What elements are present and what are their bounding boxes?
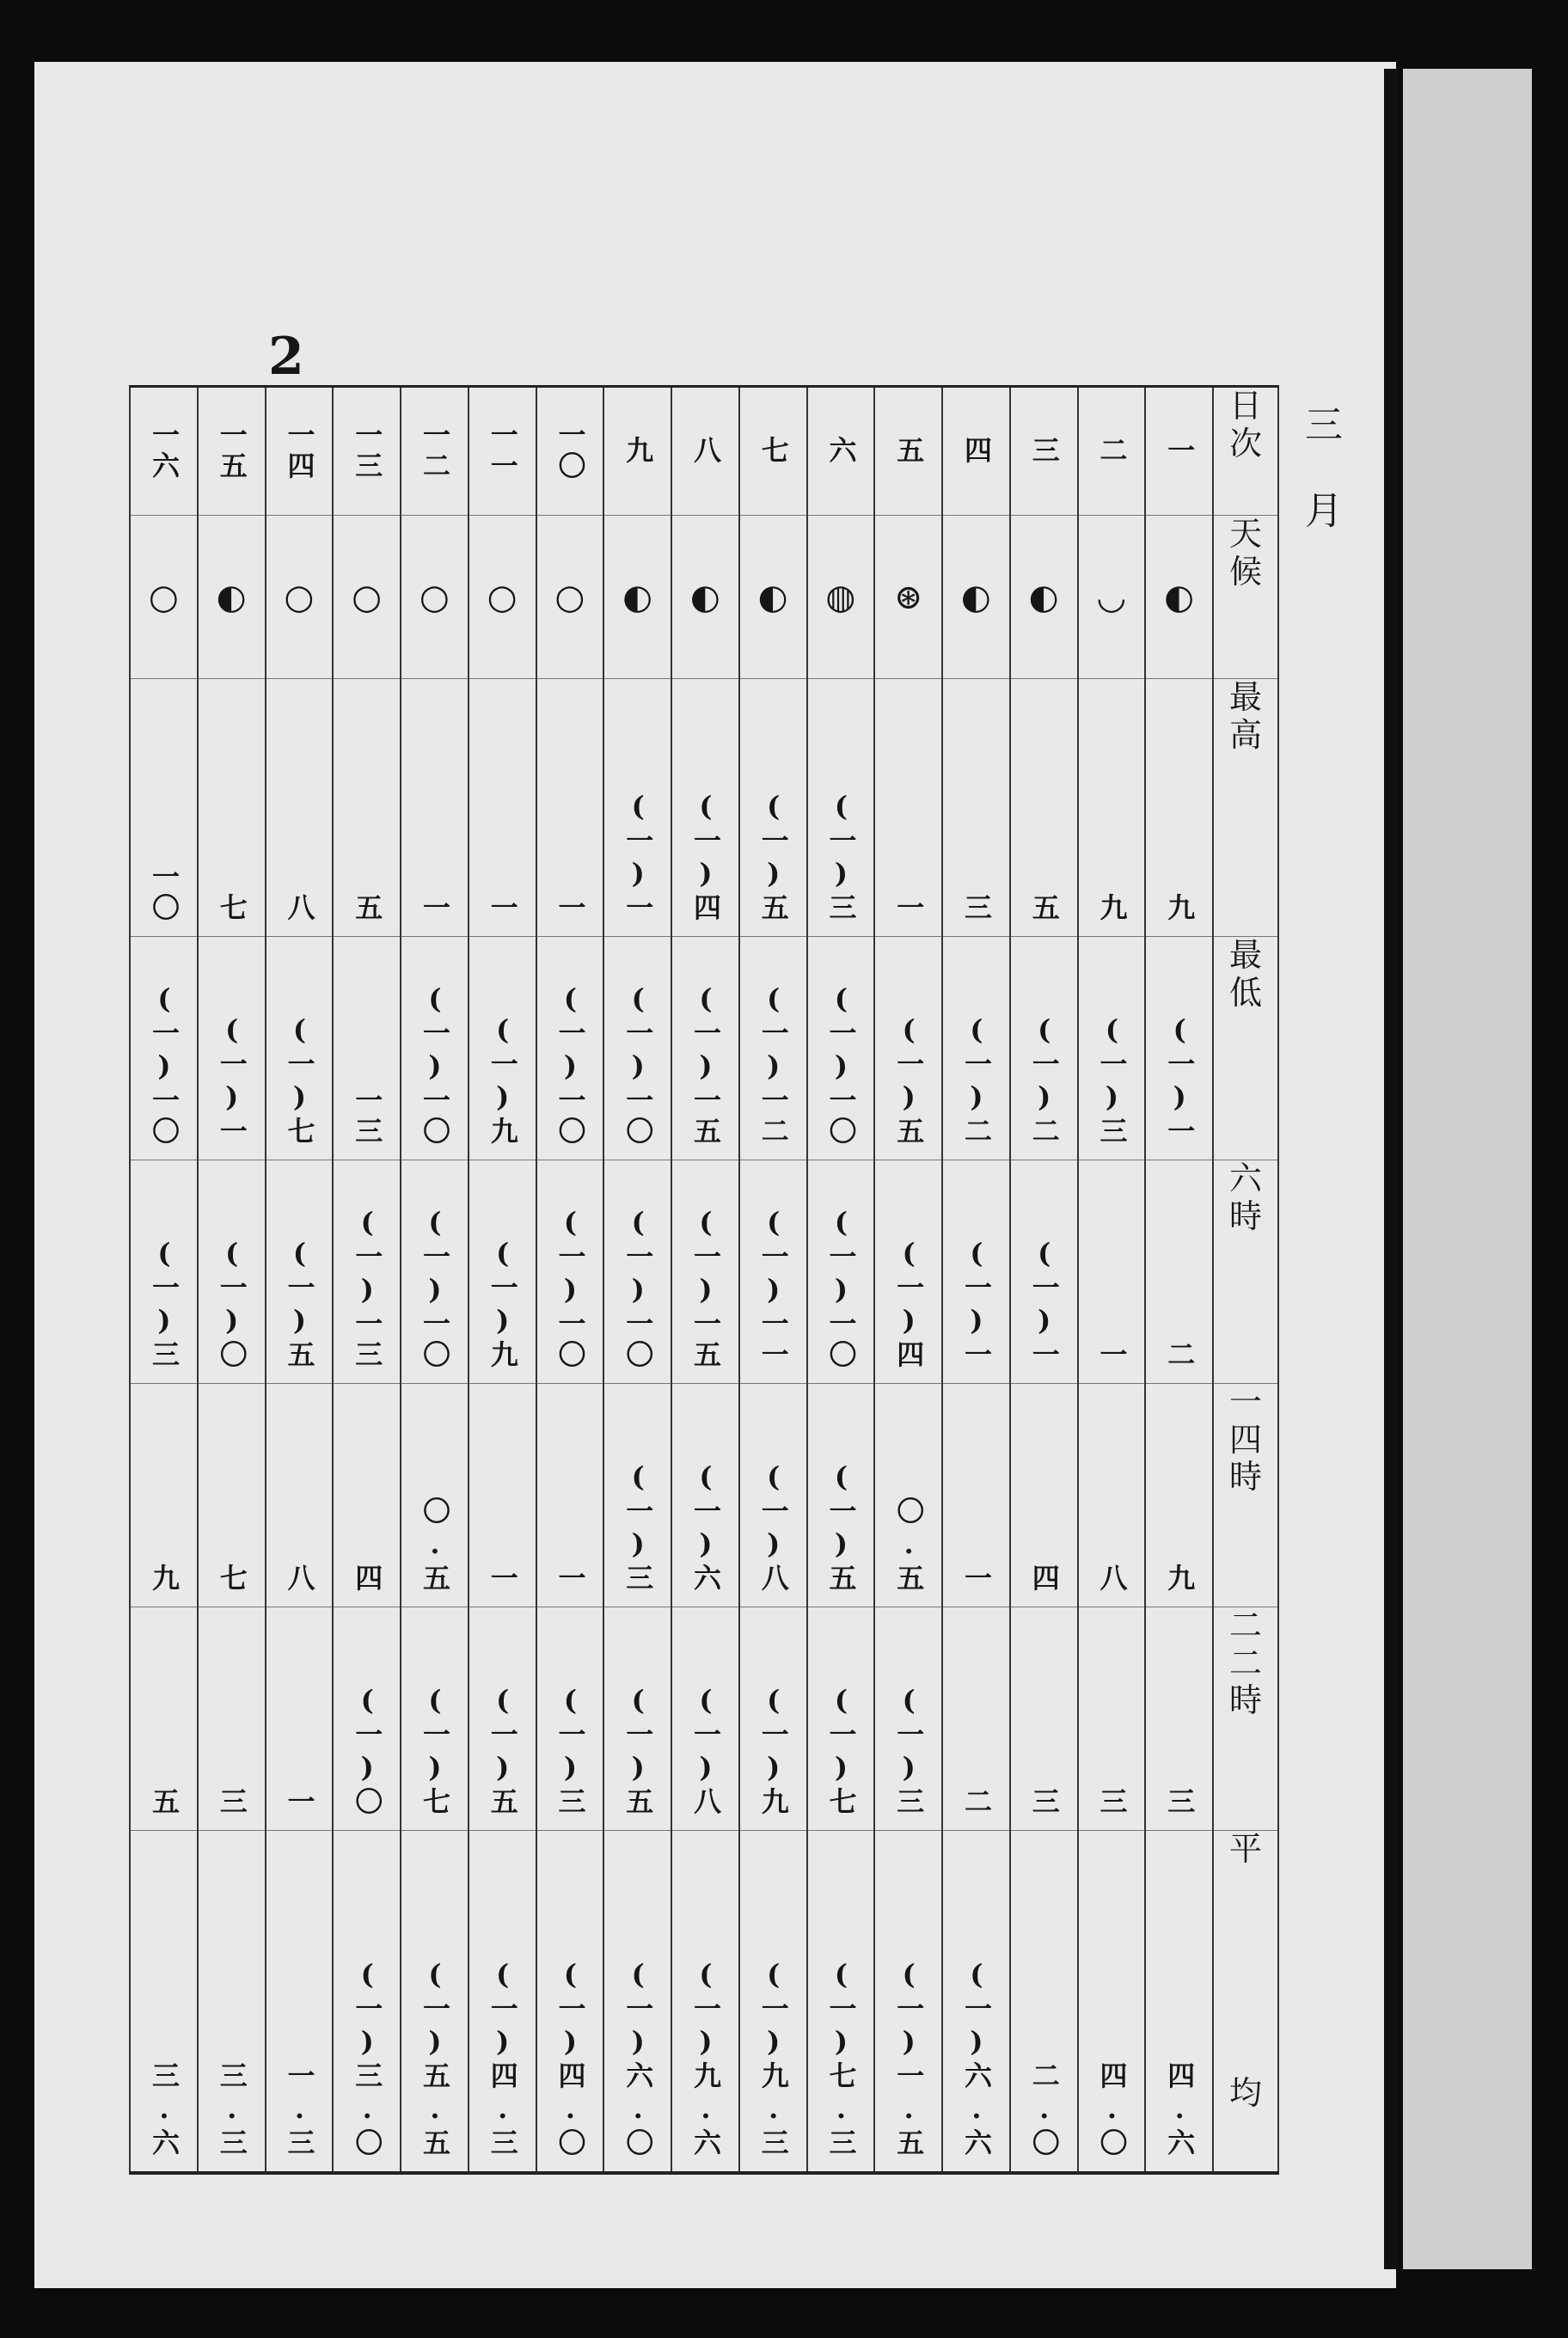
row-header-char: 四 <box>1228 1420 1262 1459</box>
cell-weather-day-8 <box>671 516 739 679</box>
cell-value: 六 <box>824 436 858 467</box>
cell-max-day-9 <box>603 679 671 937</box>
cell-value: (一)七 <box>418 1684 451 1818</box>
cell-value: (一)一〇 <box>622 982 655 1148</box>
cell-max-day-14 <box>266 679 334 937</box>
cell-six-day-13 <box>333 1160 401 1384</box>
cell-value: 一 <box>486 1564 519 1594</box>
cell-value: 三 <box>1095 1787 1129 1818</box>
weather-symbol-icon: ○ <box>419 577 450 617</box>
row-header-mean <box>1213 1831 1278 2173</box>
cell-value: 三.三 <box>215 2060 248 2159</box>
weather-symbol-icon: ○ <box>284 577 315 617</box>
cell-max-day-16 <box>130 679 198 937</box>
cell-six-day-3 <box>1010 1160 1078 1384</box>
cell-twentytwo-day-7 <box>739 1607 807 1831</box>
adjacent-page-edge <box>1403 69 1532 2269</box>
cell-max-day-5 <box>874 679 942 937</box>
cell-day-day-11 <box>469 387 536 516</box>
cell-day-day-8 <box>671 387 739 516</box>
cell-value: (一)一 <box>622 790 655 924</box>
cell-value: (一)五 <box>622 1684 655 1818</box>
cell-value: (一)二 <box>1027 1013 1061 1148</box>
cell-mean-day-8 <box>671 1831 739 2173</box>
cell-max-day-13 <box>333 679 401 937</box>
cell-value: (一)九 <box>756 1684 790 1818</box>
cell-value: 一六 <box>147 420 181 482</box>
weather-symbol-icon: ○ <box>554 577 585 617</box>
row-header-char: 高 <box>1228 715 1262 754</box>
cell-mean-day-9 <box>603 1831 671 2173</box>
cell-value: (一)九 <box>486 1237 519 1371</box>
cell-value: 一三 <box>351 1086 384 1148</box>
cell-min-day-10 <box>536 937 604 1160</box>
page-mark: 2 <box>268 327 304 387</box>
row-header-char: 候 <box>1228 552 1262 591</box>
cell-value: 一 <box>1095 1340 1129 1371</box>
cell-value: 八 <box>689 436 722 467</box>
cell-value: (一)四.〇 <box>554 1957 587 2159</box>
row-header-char: 平 <box>1228 1830 1262 1868</box>
row-header-weather <box>1213 516 1278 679</box>
cell-min-day-9 <box>603 937 671 1160</box>
row-header-char: 均 <box>1228 2073 1262 2112</box>
cell-day-day-7 <box>739 387 807 516</box>
cell-fourteen-day-10 <box>536 1384 604 1607</box>
cell-value: (一)一 <box>1027 1237 1061 1371</box>
cell-min-day-4 <box>942 937 1010 1160</box>
row-header-char: 時 <box>1228 1681 1262 1720</box>
cell-twentytwo-day-3 <box>1010 1607 1078 1831</box>
cell-min-day-14 <box>266 937 334 1160</box>
cell-six-day-12 <box>401 1160 469 1384</box>
cell-max-day-4 <box>942 679 1010 937</box>
row-header-char: 時 <box>1228 1458 1262 1496</box>
cell-mean-day-1 <box>1145 1831 1213 2173</box>
cell-day-day-6 <box>807 387 875 516</box>
cell-twentytwo-day-14 <box>266 1607 334 1831</box>
cell-value: (一)一五 <box>689 982 722 1148</box>
cell-mean-day-14 <box>266 1831 334 2173</box>
cell-fourteen-day-1 <box>1145 1384 1213 1607</box>
cell-value: (一)八 <box>756 1460 790 1594</box>
cell-value: (一)一 <box>1163 1013 1197 1148</box>
cell-value: 一一 <box>486 420 519 482</box>
cell-weather-day-14 <box>266 516 334 679</box>
weather-symbol-icon: ◐ <box>1028 577 1059 617</box>
cell-fourteen-day-7 <box>739 1384 807 1607</box>
cell-mean-day-6 <box>807 1831 875 2173</box>
cell-value: (一)一〇 <box>418 1206 451 1371</box>
cell-six-day-4 <box>942 1160 1010 1384</box>
cell-value: (一)四 <box>689 790 722 924</box>
cell-day-day-10 <box>536 387 604 516</box>
cell-value: (一)九 <box>486 1013 519 1148</box>
cell-six-day-6 <box>807 1160 875 1384</box>
cell-min-day-8 <box>671 937 739 1160</box>
cell-day-day-16 <box>130 387 198 516</box>
month-label: 三 月 <box>1305 403 1343 533</box>
cell-value: 七 <box>756 436 790 467</box>
cell-day-day-12 <box>401 387 469 516</box>
row-min <box>130 937 1278 1160</box>
cell-value: 四 <box>351 1564 384 1594</box>
cell-max-day-11 <box>469 679 536 937</box>
cell-value: (一)一〇 <box>622 1206 655 1371</box>
cell-weather-day-1 <box>1145 516 1213 679</box>
cell-value: 〇.五 <box>418 1496 451 1594</box>
cell-max-day-6 <box>807 679 875 937</box>
cell-value: (一)一〇 <box>824 1206 858 1371</box>
cell-value: 五 <box>1027 893 1061 924</box>
cell-weather-day-11 <box>469 516 536 679</box>
cell-weather-day-3 <box>1010 516 1078 679</box>
cell-fourteen-day-15 <box>198 1384 266 1607</box>
cell-min-day-2 <box>1078 937 1146 1160</box>
cell-twentytwo-day-5 <box>874 1607 942 1831</box>
cell-min-day-7 <box>739 937 807 1160</box>
cell-day-day-14 <box>266 387 334 516</box>
cell-weather-day-5 <box>874 516 942 679</box>
cell-value: 一 <box>554 1564 587 1594</box>
cell-value: 八 <box>283 1564 316 1594</box>
cell-day-day-9 <box>603 387 671 516</box>
cell-value: (一)七 <box>283 1013 316 1148</box>
cell-value: (一)一三 <box>351 1206 384 1371</box>
cell-weather-day-10 <box>536 516 604 679</box>
cell-value: 一五 <box>215 420 248 482</box>
cell-mean-day-16 <box>130 1831 198 2173</box>
cell-max-day-15 <box>198 679 266 937</box>
cell-mean-day-12 <box>401 1831 469 2173</box>
cell-value: 九 <box>1163 1564 1197 1594</box>
cell-min-day-1 <box>1145 937 1213 1160</box>
cell-value: 一 <box>418 893 451 924</box>
cell-value: (一)一〇 <box>824 982 858 1148</box>
cell-value: (一)三.〇 <box>351 1957 384 2159</box>
row-header-twentytwo <box>1213 1607 1278 1831</box>
cell-value: (一)三 <box>1095 1013 1129 1148</box>
row-header-char: 六 <box>1228 1160 1262 1197</box>
cell-value: (一)一〇 <box>554 982 587 1148</box>
cell-day-day-3 <box>1010 387 1078 516</box>
cell-six-day-11 <box>469 1160 536 1384</box>
cell-twentytwo-day-2 <box>1078 1607 1146 1831</box>
cell-value: 四 <box>1027 1564 1061 1594</box>
weather-symbol-icon: ◐ <box>216 577 247 617</box>
cell-six-day-8 <box>671 1160 739 1384</box>
cell-value: 二 <box>959 1787 993 1818</box>
cell-value: (一)九.六 <box>689 1957 722 2159</box>
cell-value: (一)三 <box>892 1684 926 1818</box>
cell-weather-day-2 <box>1078 516 1146 679</box>
cell-value: (一)一 <box>215 1013 248 1148</box>
cell-max-day-7 <box>739 679 807 937</box>
row-header-char: 次 <box>1228 424 1262 462</box>
weather-symbol-icon: ◍ <box>825 577 856 617</box>
row-header-char: 一 <box>1228 1383 1262 1421</box>
cell-mean-day-4 <box>942 1831 1010 2173</box>
cell-min-day-6 <box>807 937 875 1160</box>
cell-value: 一 <box>892 893 926 924</box>
cell-day-day-4 <box>942 387 1010 516</box>
cell-value: 二.〇 <box>1027 2060 1061 2159</box>
cell-value: (一)三 <box>147 1237 181 1371</box>
cell-value: (一)二 <box>959 1013 993 1148</box>
cell-value: (一)〇 <box>351 1684 384 1818</box>
cell-value: 二 <box>1163 1340 1197 1371</box>
cell-six-day-10 <box>536 1160 604 1384</box>
cell-value: 一二 <box>418 420 451 482</box>
row-header-char: 最 <box>1228 936 1262 974</box>
cell-value: 一三 <box>351 420 384 482</box>
row-header-fourteen <box>1213 1384 1278 1607</box>
cell-value: 一.三 <box>283 2060 316 2159</box>
weather-symbol-icon: ◡ <box>1096 577 1127 617</box>
row-day <box>130 387 1278 516</box>
cell-mean-day-2 <box>1078 1831 1146 2173</box>
row-max <box>130 679 1278 937</box>
cell-mean-day-3 <box>1010 1831 1078 2173</box>
row-header-char: 低 <box>1228 973 1262 1012</box>
cell-min-day-5 <box>874 937 942 1160</box>
cell-max-day-8 <box>671 679 739 937</box>
weather-symbol-icon: ◐ <box>622 577 653 617</box>
cell-fourteen-day-8 <box>671 1384 739 1607</box>
cell-value: (一)一五 <box>689 1206 722 1371</box>
cell-value: 三 <box>215 1787 248 1818</box>
row-twentytwo <box>130 1607 1278 1831</box>
cell-value: 三 <box>1027 436 1061 467</box>
cell-value: (一)一一 <box>756 1206 790 1371</box>
cell-mean-day-11 <box>469 1831 536 2173</box>
cell-fourteen-day-9 <box>603 1384 671 1607</box>
cell-value: (一)三 <box>554 1684 587 1818</box>
cell-value: 一〇 <box>147 862 181 924</box>
cell-min-day-15 <box>198 937 266 1160</box>
cell-twentytwo-day-8 <box>671 1607 739 1831</box>
cell-value: 一四 <box>283 420 316 482</box>
cell-value: (一)六.六 <box>959 1957 993 2159</box>
cell-day-day-2 <box>1078 387 1146 516</box>
cell-value: 一 <box>486 893 519 924</box>
row-header-char: 二 <box>1228 1643 1262 1682</box>
cell-value: 八 <box>283 893 316 924</box>
cell-twentytwo-day-1 <box>1145 1607 1213 1831</box>
cell-value: (一)八 <box>689 1684 722 1818</box>
cell-fourteen-day-12 <box>401 1384 469 1607</box>
cell-value: (一)一〇 <box>147 982 181 1148</box>
cell-fourteen-day-16 <box>130 1384 198 1607</box>
cell-mean-day-15 <box>198 1831 266 2173</box>
weather-table <box>129 385 1279 2175</box>
cell-value: (一)五 <box>756 790 790 924</box>
cell-six-day-16 <box>130 1160 198 1384</box>
cell-value: 九 <box>1095 893 1129 924</box>
cell-six-day-5 <box>874 1160 942 1384</box>
row-header-char: 二 <box>1228 1607 1262 1644</box>
weather-symbol-icon: ○ <box>487 577 518 617</box>
cell-fourteen-day-13 <box>333 1384 401 1607</box>
row-header-day <box>1213 387 1278 516</box>
cell-value: 四.〇 <box>1095 2060 1129 2159</box>
weather-symbol-icon: ◐ <box>689 577 720 617</box>
cell-value: 一 <box>283 1787 316 1818</box>
cell-value: 四.六 <box>1163 2060 1197 2159</box>
weather-symbol-icon: ◐ <box>960 577 991 617</box>
cell-value: (一)五 <box>824 1460 858 1594</box>
cell-fourteen-day-4 <box>942 1384 1010 1607</box>
cell-value: 一 <box>554 893 587 924</box>
cell-six-day-2 <box>1078 1160 1146 1384</box>
cell-value: 五 <box>147 1787 181 1818</box>
cell-day-day-5 <box>874 387 942 516</box>
cell-value: (一)六 <box>689 1460 722 1594</box>
cell-weather-day-7 <box>739 516 807 679</box>
cell-value: (一)五 <box>283 1237 316 1371</box>
cell-day-day-13 <box>333 387 401 516</box>
cell-fourteen-day-11 <box>469 1384 536 1607</box>
cell-value: 二 <box>1095 436 1129 467</box>
cell-max-day-12 <box>401 679 469 937</box>
cell-value: 三.六 <box>147 2060 181 2159</box>
cell-twentytwo-day-16 <box>130 1607 198 1831</box>
weather-symbol-icon: ○ <box>148 577 179 617</box>
cell-value: (一)一二 <box>756 982 790 1148</box>
cell-mean-day-5 <box>874 1831 942 2173</box>
cell-mean-day-7 <box>739 1831 807 2173</box>
cell-value: (一)一 <box>959 1237 993 1371</box>
cell-min-day-16 <box>130 937 198 1160</box>
cell-max-day-3 <box>1010 679 1078 937</box>
cell-six-day-7 <box>739 1160 807 1384</box>
cell-value: (一)九.三 <box>756 1957 790 2159</box>
cell-value: 四 <box>959 436 993 467</box>
cell-fourteen-day-5 <box>874 1384 942 1607</box>
cell-mean-day-10 <box>536 1831 604 2173</box>
cell-min-day-3 <box>1010 937 1078 1160</box>
row-header-char: 時 <box>1228 1197 1262 1235</box>
row-header-six <box>1213 1160 1278 1384</box>
cell-weather-day-15 <box>198 516 266 679</box>
cell-day-day-15 <box>198 387 266 516</box>
cell-twentytwo-day-13 <box>333 1607 401 1831</box>
cell-value: (一)一〇 <box>418 982 451 1148</box>
cell-weather-day-16 <box>130 516 198 679</box>
cell-value: 五 <box>892 436 926 467</box>
cell-value: 一 <box>1163 436 1197 467</box>
cell-value: (一)六.〇 <box>622 1957 655 2159</box>
cell-mean-day-13 <box>333 1831 401 2173</box>
cell-value: 七 <box>215 893 248 924</box>
row-header-char: 日 <box>1228 387 1262 425</box>
cell-max-day-10 <box>536 679 604 937</box>
cell-twentytwo-day-10 <box>536 1607 604 1831</box>
cell-value: 三 <box>1027 1787 1061 1818</box>
cell-value: (一)五 <box>892 1013 926 1148</box>
cell-value: (一)三 <box>824 790 858 924</box>
weather-symbol-icon: ◐ <box>1164 577 1195 617</box>
row-header-max <box>1213 679 1278 937</box>
cell-twentytwo-day-9 <box>603 1607 671 1831</box>
cell-six-day-9 <box>603 1160 671 1384</box>
cell-min-day-12 <box>401 937 469 1160</box>
cell-six-day-15 <box>198 1160 266 1384</box>
cell-value: 九 <box>1163 893 1197 924</box>
row-mean <box>130 1831 1278 2173</box>
cell-value: 七 <box>215 1564 248 1594</box>
cell-fourteen-day-2 <box>1078 1384 1146 1607</box>
cell-weather-day-13 <box>333 516 401 679</box>
cell-value: 九 <box>622 436 655 467</box>
cell-fourteen-day-14 <box>266 1384 334 1607</box>
cell-value: 三 <box>959 893 993 924</box>
cell-weather-day-9 <box>603 516 671 679</box>
cell-value: 八 <box>1095 1564 1129 1594</box>
row-fourteen <box>130 1384 1278 1607</box>
row-weather <box>130 516 1278 679</box>
cell-value: (一)五.五 <box>418 1957 451 2159</box>
cell-min-day-13 <box>333 937 401 1160</box>
cell-value: (一)五 <box>486 1684 519 1818</box>
cell-value: (一)一〇 <box>554 1206 587 1371</box>
cell-max-day-2 <box>1078 679 1146 937</box>
row-header-char: 天 <box>1228 515 1262 553</box>
row-header-min <box>1213 937 1278 1160</box>
weather-symbol-icon: ◐ <box>757 577 788 617</box>
cell-weather-day-6 <box>807 516 875 679</box>
cell-value: (一)三 <box>622 1460 655 1594</box>
cell-twentytwo-day-15 <box>198 1607 266 1831</box>
cell-max-day-1 <box>1145 679 1213 937</box>
cell-value: (一)四 <box>892 1237 926 1371</box>
cell-value: (一)〇 <box>215 1237 248 1371</box>
cell-value: (一)四.三 <box>486 1957 519 2159</box>
row-six <box>130 1160 1278 1384</box>
cell-twentytwo-day-6 <box>807 1607 875 1831</box>
cell-value: (一)七.三 <box>824 1957 858 2159</box>
cell-value: 一〇 <box>554 420 587 482</box>
cell-twentytwo-day-4 <box>942 1607 1010 1831</box>
cell-weather-day-12 <box>401 516 469 679</box>
cell-six-day-1 <box>1145 1160 1213 1384</box>
cell-twentytwo-day-12 <box>401 1607 469 1831</box>
row-header-char: 最 <box>1228 678 1262 716</box>
cell-value: 五 <box>351 893 384 924</box>
cell-value: (一)七 <box>824 1684 858 1818</box>
cell-twentytwo-day-11 <box>469 1607 536 1831</box>
cell-six-day-14 <box>266 1160 334 1384</box>
cell-min-day-11 <box>469 937 536 1160</box>
cell-day-day-1 <box>1145 387 1213 516</box>
weather-symbol-icon: ○ <box>352 577 383 617</box>
cell-value: 三 <box>1163 1787 1197 1818</box>
cell-value: 九 <box>147 1564 181 1594</box>
cell-weather-day-4 <box>942 516 1010 679</box>
cell-value: 〇.五 <box>892 1496 926 1594</box>
cell-value: (一)一.五 <box>892 1957 926 2159</box>
cell-fourteen-day-3 <box>1010 1384 1078 1607</box>
weather-symbol-icon: ⊛ <box>893 577 923 617</box>
book-spine <box>1384 69 1398 2269</box>
cell-value: 一 <box>959 1564 993 1594</box>
cell-fourteen-day-6 <box>807 1384 875 1607</box>
